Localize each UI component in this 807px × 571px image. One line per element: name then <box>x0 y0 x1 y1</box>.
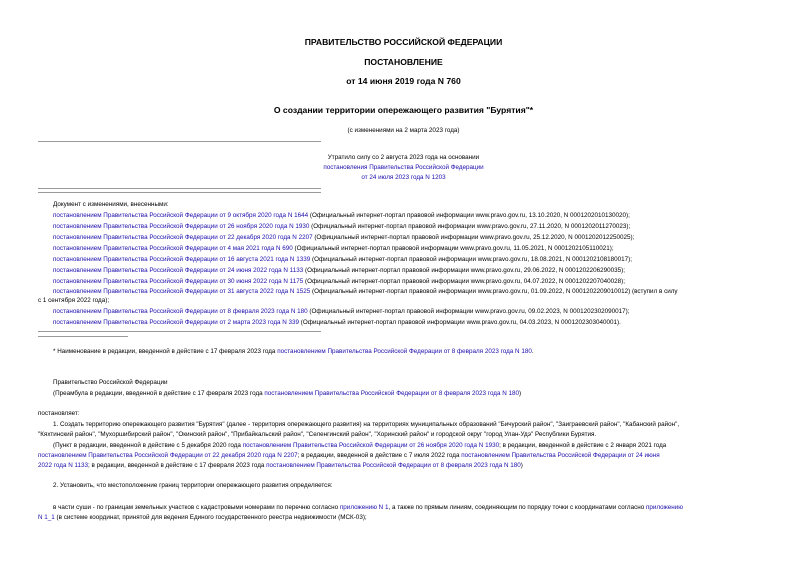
amendment-item: постановлением Правительства Российской Федерации от 24 июня 2022 года N 1133 (Официальный интернет-портал правовой информации www.pravo.gov.ru, 29.06.2022, N 0001202206290035); <box>53 267 625 274</box>
amendment-link[interactable]: постановлением Правительства Российской Федерации от 26 ноября 2020 года N 1930 <box>53 223 310 230</box>
item1-text: 1. Создать территорию опережающего развития "Бурятия" (далее - территория опережающего развития) на территориях муниципальных образований "Бичурский район", "Заиграевский район", "Кабанский район", <box>53 421 680 428</box>
amendment-item: постановлением Правительства Российской Федерации от 26 ноября 2020 года N 1930 (Официальный интернет-портал правовой информации www.pravo.gov.ru, 27.11.2020, N 0001202011270023); <box>53 223 631 230</box>
item1-note: постановлением Правительства Российской Федерации от 22 декабря 2020 года N 2207; в редакции, введенной в действие с 7 июля 2022 года постановлением Правительства Российской Федерации от 24 июня <box>38 452 660 459</box>
document-title: О создании территории опережающего развития "Бурятия"* <box>273 105 534 115</box>
amendment-item: постановлением Правительства Российской Федерации от 4 мая 2021 года N 690 (Официальный интернет-портал правовой информации www.pravo.gov.ru, 11.05.2021, N 0001202105110021); <box>53 245 614 252</box>
amendment-link[interactable]: постановлением Правительства Российской Федерации от 24 июня 2022 года N 1133 <box>53 267 304 274</box>
item1-note: 2022 года N 1133; в редакции, введенной в действие с 17 февраля 2023 года постановлением Правительства Российской Федерации от 8 февраля 2023 года N 180) <box>38 462 523 469</box>
amended-note: (с изменениями на 2 марта 2023 года) <box>347 127 460 134</box>
amendment-item: постановлением Правительства Российской Федерации от 22 декабря 2020 года N 2207 (Официальный интернет-портал правовой информации www.pravo.gov.ru, 25.12.2020, N 0001202012250025); <box>53 234 635 241</box>
lost-force-link-2[interactable]: от 24 июля 2023 года N 1203 <box>361 174 446 181</box>
lost-force-text: Утратило силу со 2 августа 2023 года на основании <box>327 154 480 161</box>
item1-note-link[interactable]: постановлением Правительства Российской Федерации от 22 декабря 2020 года N 2207 <box>38 452 298 459</box>
item2-text: 2. Установить, что местоположение границ территории опережающего развития определяется: <box>53 482 333 489</box>
appendix-link[interactable]: приложению N 1 <box>339 504 389 511</box>
amendment-item-continuation: с 1 сентября 2022 года); <box>38 297 110 304</box>
preamble-note: (Преамбула в редакции, введенной в действие с 17 февраля 2023 года постановлением Правительства Российской Федерации от 8 февраля 2023 года N 180) <box>53 390 522 397</box>
item1-note: (Пункт в редакции, введенной в действие с 5 декабря 2020 года постановлением Правительства Российской Федерации от 26 ноября 2020 года N 1930; в редакции, введенной в действие с 2 января 2021 года <box>53 442 667 449</box>
amendment-item: постановлением Правительства Российской Федерации от 9 октября 2020 года N 1644 (Официальный интернет-портал правовой информации www.pravo.gov.ru, 13.10.2020, N 0001202010130020); <box>53 212 630 219</box>
lost-force-link-1[interactable]: постановления Правительства Российской Федерации <box>323 164 484 171</box>
item1-note-link[interactable]: постановлением Правительства Российской Федерации от 8 февраля 2023 года N 180 <box>266 462 521 469</box>
amendment-link[interactable]: постановлением Правительства Российской Федерации от 31 августа 2022 года N 1525 <box>53 288 311 295</box>
amendment-link[interactable]: постановлением Правительства Российской Федерации от 4 мая 2021 года N 690 <box>53 245 293 252</box>
appendix-link[interactable]: приложению <box>645 504 684 511</box>
item1-note-link[interactable]: постановлением Правительства Российской Федерации от 26 ноября 2020 года N 1930 <box>242 442 500 449</box>
footnote: * Наименование в редакции, введенной в действие с 17 февраля 2023 года постановлением Правительства Российской Федерации от 8 февраля 2023 года N 180. <box>53 348 534 355</box>
amendment-item: постановлением Правительства Российской Федерации от 30 июня 2022 года N 1175 (Официальный интернет-портал правовой информации www.pravo.gov.ru, 04.07.2022, N 0001202207040028); <box>53 278 625 285</box>
amendment-link[interactable]: постановлением Правительства Российской Федерации от 22 декабря 2020 года N 2207 <box>53 234 313 241</box>
amendment-link[interactable]: постановлением Правительства Российской Федерации от 9 октября 2020 года N 1644 <box>53 212 309 219</box>
amendment-item: постановлением Правительства Российской Федерации от 8 февраля 2023 года N 180 (Официальный интернет-портал правовой информации www.pravo.gov.ru, 09.02.2023, N 0001202302090017); <box>53 308 630 315</box>
document-date-number: от 14 июня 2019 года N 760 <box>346 76 461 86</box>
divider <box>38 331 321 332</box>
divider <box>38 192 321 193</box>
item1-note-link[interactable]: постановлением Правительства Российской Федерации от 24 июня <box>461 452 660 459</box>
item1-text: "Кяхтинский район", "Мухоршибирский район", "Окинский район", "Прибайкальский район", "Селенгинский район", "Хоринский район" и городской округ "город Улан-Удэ" Республики Бурятия. <box>38 431 597 438</box>
appendix-link[interactable]: N 1_1 <box>38 514 55 521</box>
item1-note-link[interactable]: 2022 года N 1133 <box>38 462 89 469</box>
item2a-text: в части суши - по границам земельных участков с кадастровыми номерами по перечню согласно приложению N 1, а также по прямым линиям, соединяющим по порядку точки с координатами согласно приложению <box>53 504 684 511</box>
amendment-link[interactable]: постановлением Правительства Российской Федерации от 8 февраля 2023 года N 180 <box>53 308 308 315</box>
item2a-text: N 1_1 (в системе координат, принятой для ведения Единого государственного реестра недвижимости (МСК-03); <box>38 514 367 521</box>
amendment-link[interactable]: постановлением Правительства Российской Федерации от 30 июня 2022 года N 1175 <box>53 278 304 285</box>
preamble-text: Правительство Российской Федерации <box>53 379 168 386</box>
decides-text: постановляет: <box>38 410 80 417</box>
amendment-item: постановлением Правительства Российской Федерации от 16 августа 2021 года N 1339 (Официальный интернет-портал правовой информации www.pravo.gov.ru, 18.08.2021, N 0001202108180017); <box>53 256 633 263</box>
footnote-divider <box>38 336 128 337</box>
divider <box>38 141 321 142</box>
footnote-link[interactable]: постановлением Правительства Российской Федерации от 8 февраля 2023 года N 180 <box>277 348 532 355</box>
government-heading: ПРАВИТЕЛЬСТВО РОССИЙСКОЙ ФЕДЕРАЦИИ <box>304 37 503 47</box>
amendment-link[interactable]: постановлением Правительства Российской Федерации от 2 марта 2023 года N 339 <box>53 319 300 326</box>
divider <box>38 188 321 189</box>
amendment-link[interactable]: постановлением Правительства Российской Федерации от 16 августа 2021 года N 1339 <box>53 256 311 263</box>
document-type-heading: ПОСТАНОВЛЕНИЕ <box>364 57 443 67</box>
amendment-item: постановлением Правительства Российской Федерации от 2 марта 2023 года N 339 (Официальный интернет-портал правовой информации www.pravo.gov.ru, 04.03.2023, N 0001202303040001). <box>53 319 621 326</box>
amendment-item: постановлением Правительства Российской Федерации от 31 августа 2022 года N 1525 (Официальный интернет-портал правовой информации www.pravo.gov.ru, 01.09.2022, N 0001202209010012) (вступил в силу <box>53 288 678 295</box>
preamble-note-link[interactable]: постановлением Правительства Российской Федерации от 8 февраля 2023 года N 180 <box>264 390 520 397</box>
amendments-intro: Документ с изменениями, внесенными: <box>53 201 169 208</box>
